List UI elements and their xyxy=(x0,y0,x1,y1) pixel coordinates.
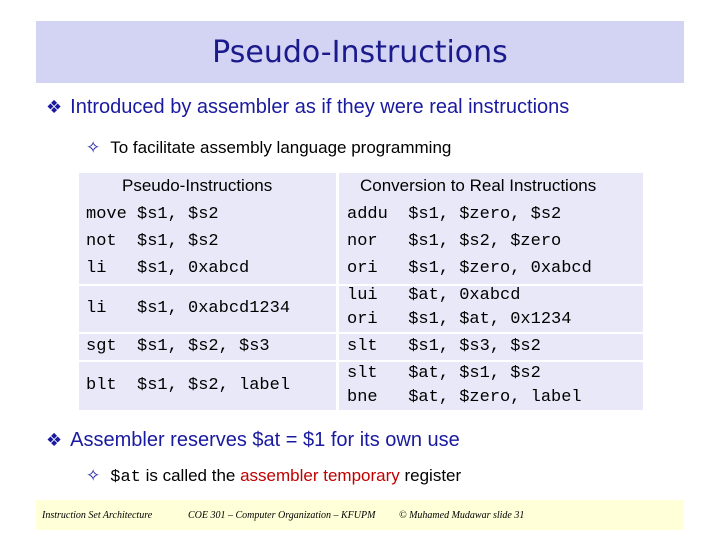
table-column-divider xyxy=(336,173,339,410)
sub-bullet-text: To facilitate assembly language programming xyxy=(110,138,452,157)
bullet-introduced xyxy=(46,96,569,119)
table-cell-pseudo: li $s1, 0xabcd1234 xyxy=(86,299,291,318)
footer-center: COE 301 – Computer Organization – KFUPM xyxy=(188,510,376,521)
table-cell-real: slt $at, $s1, $s2 xyxy=(347,364,541,383)
sub-bullet-text: is called the xyxy=(140,466,241,485)
sub-bullet-facilitate xyxy=(86,138,451,158)
table-cell-pseudo: blt $s1, $s2, label xyxy=(86,376,291,395)
table-cell-pseudo: move $s1, $s2 xyxy=(86,205,219,224)
four-point-star-bullet-icon: ✧ xyxy=(86,466,101,485)
table-row-divider xyxy=(79,360,643,362)
table-header-conversion: Conversion to Real Instructions xyxy=(360,176,597,195)
table-cell-pseudo: sgt $s1, $s2, $s3 xyxy=(86,337,270,356)
table-cell-real: ori $s1, $at, 0x1234 xyxy=(347,310,572,329)
sub-bullet-at-register xyxy=(86,466,461,487)
bullet-text: Introduced by assembler as if they were real instructions xyxy=(70,96,570,118)
title-bar xyxy=(36,21,684,83)
table-cell-real: ori $s1, $zero, 0xabcd xyxy=(347,259,592,278)
bullet-assembler-reserves xyxy=(46,429,460,452)
code-at: $at xyxy=(110,468,141,487)
slide-title: Pseudo-Instructions xyxy=(212,34,508,70)
table-cell-real: nor $s1, $s2, $zero xyxy=(347,232,562,251)
bullet-text: Assembler reserves $at = $1 for its own use xyxy=(70,429,460,451)
footer-left: Instruction Set Architecture xyxy=(42,510,153,521)
four-point-star-bullet-icon: ✧ xyxy=(86,138,101,157)
table-cell-real: addu $s1, $zero, $s2 xyxy=(347,205,562,224)
diamond-bullet-icon: ❖ xyxy=(46,430,63,450)
table-cell-real: bne $at, $zero, label xyxy=(347,388,582,407)
table-header-pseudo: Pseudo-Instructions xyxy=(122,176,273,195)
table-row-divider xyxy=(79,332,643,334)
table-cell-real: slt $s1, $s3, $s2 xyxy=(347,337,541,356)
table-cell-pseudo: li $s1, 0xabcd xyxy=(86,259,250,278)
table-cell-real: lui $at, 0xabcd xyxy=(347,286,521,305)
footer-right: © Muhamed Mudawar slide 31 xyxy=(399,510,525,521)
sub-bullet-text: register xyxy=(399,466,462,485)
slide-footer xyxy=(36,500,684,530)
diamond-bullet-icon: ❖ xyxy=(46,97,63,117)
highlight-term: assembler temporary xyxy=(240,466,400,485)
table-cell-pseudo: not $s1, $s2 xyxy=(86,232,219,251)
